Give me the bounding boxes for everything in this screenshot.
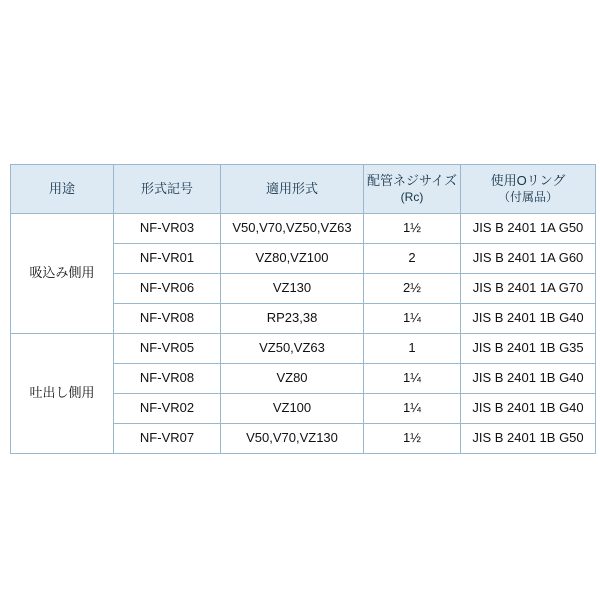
oring-cell: JIS B 2401 1B G50 bbox=[461, 424, 596, 454]
thread-cell: 2 bbox=[364, 244, 461, 274]
thread-header-label: 配管ネジサイズ bbox=[367, 172, 457, 188]
applicable-cell: V50,V70,VZ130 bbox=[221, 424, 364, 454]
oring-cell: JIS B 2401 1A G70 bbox=[461, 274, 596, 304]
thread-cell: 2½ bbox=[364, 274, 461, 304]
applicable-cell: VZ50,VZ63 bbox=[221, 334, 364, 364]
column-header-thread-size bbox=[364, 165, 461, 214]
applicable-header-label: 適用形式 bbox=[265, 180, 318, 196]
oring-header-label: 使用Oリング bbox=[490, 172, 566, 188]
applicable-cell: VZ80 bbox=[221, 364, 364, 394]
oring-cell: JIS B 2401 1B G40 bbox=[461, 304, 596, 334]
applicable-cell: V50,V70,VZ50,VZ63 bbox=[221, 214, 364, 244]
thread-cell: 1½ bbox=[364, 424, 461, 454]
usage-cell-discharge: 吐出し側用 bbox=[11, 334, 114, 454]
model-cell: NF-VR01 bbox=[114, 244, 221, 274]
applicable-cell: RP23,38 bbox=[221, 304, 364, 334]
oring-cell: JIS B 2401 1A G60 bbox=[461, 244, 596, 274]
applicable-cell: VZ100 bbox=[221, 394, 364, 424]
thread-cell: 1¼ bbox=[364, 304, 461, 334]
oring-cell: JIS B 2401 1A G50 bbox=[461, 214, 596, 244]
usage-cell-suction: 吸込み側用 bbox=[11, 214, 114, 334]
model-cell: NF-VR06 bbox=[114, 274, 221, 304]
column-header-model bbox=[114, 165, 221, 214]
table-row bbox=[11, 214, 596, 244]
thread-cell: 1 bbox=[364, 334, 461, 364]
model-cell: NF-VR02 bbox=[114, 394, 221, 424]
model-cell: NF-VR03 bbox=[114, 214, 221, 244]
table-header bbox=[11, 165, 596, 214]
model-cell: NF-VR08 bbox=[114, 364, 221, 394]
usage-header-label: 用途 bbox=[48, 180, 75, 196]
oring-header-stack bbox=[461, 173, 595, 205]
table-body bbox=[11, 214, 596, 454]
model-cell: NF-VR05 bbox=[114, 334, 221, 364]
column-header-usage bbox=[11, 165, 114, 214]
specification-table bbox=[10, 164, 596, 454]
model-header-stack bbox=[114, 181, 220, 198]
thread-header-stack bbox=[364, 173, 460, 205]
table-header-row bbox=[11, 165, 596, 214]
table-row bbox=[11, 334, 596, 364]
oring-cell: JIS B 2401 1B G40 bbox=[461, 394, 596, 424]
applicable-cell: VZ80,VZ100 bbox=[221, 244, 364, 274]
model-cell: NF-VR08 bbox=[114, 304, 221, 334]
oring-cell: JIS B 2401 1B G35 bbox=[461, 334, 596, 364]
usage-header-stack bbox=[11, 181, 113, 198]
column-header-applicable-type bbox=[221, 165, 364, 214]
thread-cell: 1¼ bbox=[364, 394, 461, 424]
column-header-oring bbox=[461, 165, 596, 214]
oring-header-sublabel: （付属品） bbox=[497, 189, 558, 204]
oring-cell: JIS B 2401 1B G40 bbox=[461, 364, 596, 394]
thread-cell: 1¼ bbox=[364, 364, 461, 394]
thread-header-sublabel: (Rc) bbox=[400, 189, 424, 204]
model-header-label: 形式記号 bbox=[140, 180, 193, 196]
spec-table-container bbox=[10, 164, 590, 454]
applicable-cell: VZ130 bbox=[221, 274, 364, 304]
model-cell: NF-VR07 bbox=[114, 424, 221, 454]
applicable-header-stack bbox=[221, 181, 363, 198]
thread-cell: 1½ bbox=[364, 214, 461, 244]
